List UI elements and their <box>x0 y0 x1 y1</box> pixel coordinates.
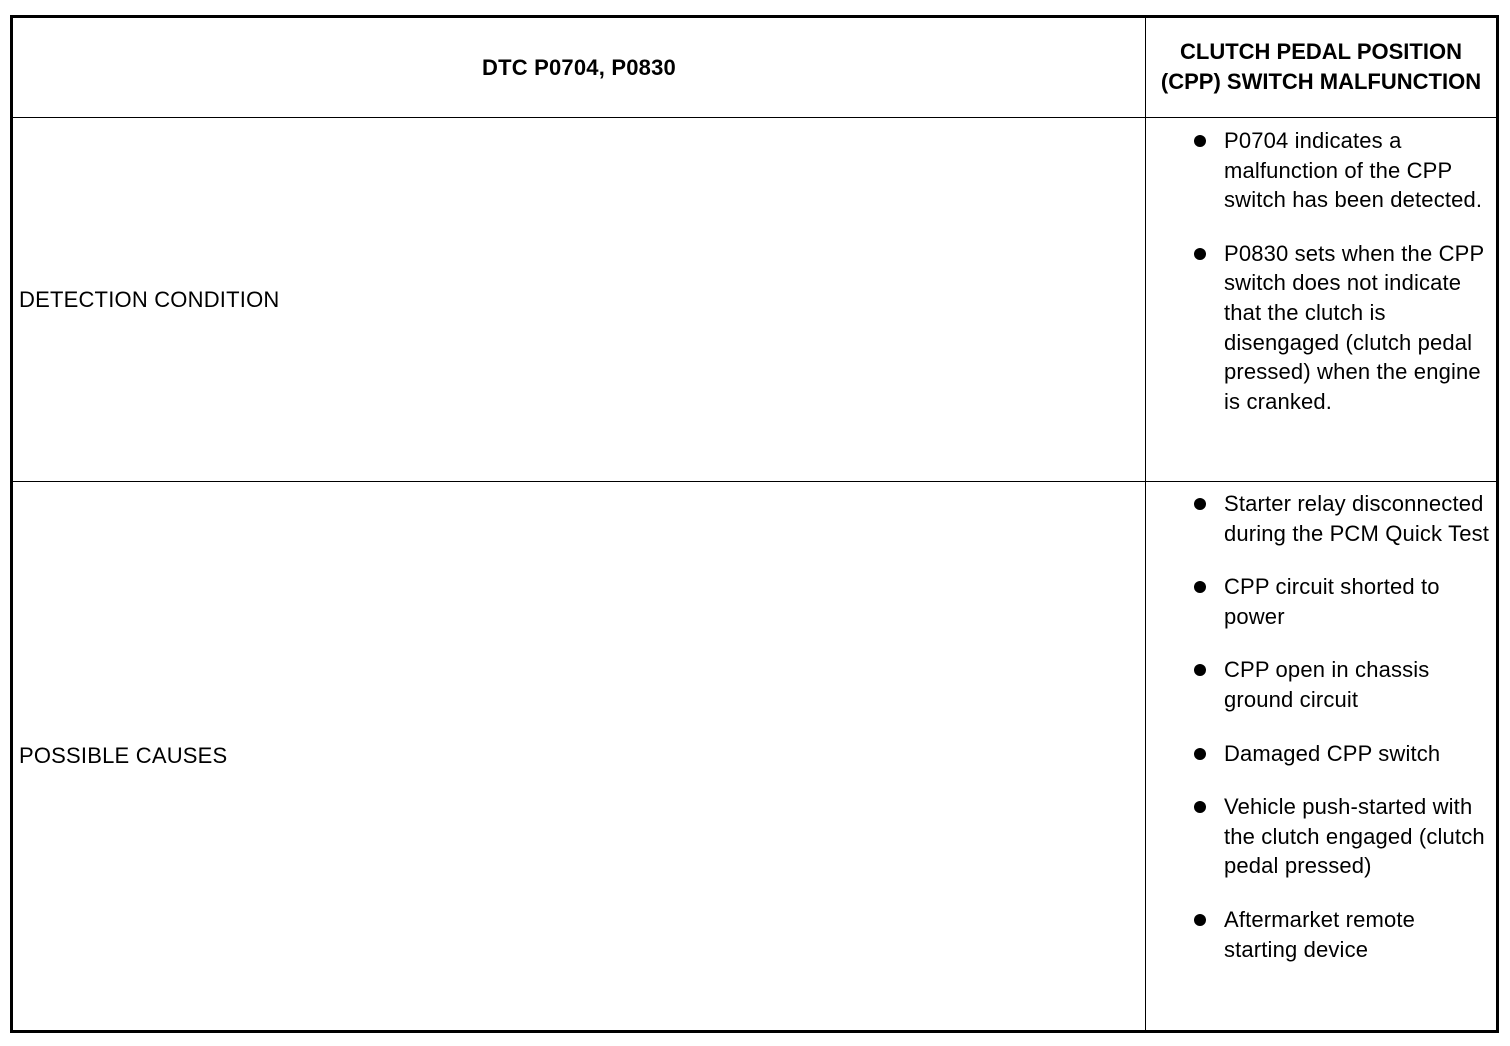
detection-condition-list <box>1146 118 1496 420</box>
bullet-icon <box>1194 664 1206 676</box>
list-item-text: Aftermarket remote starting device <box>1224 906 1415 962</box>
list-item <box>1146 572 1490 631</box>
list-item-text: Vehicle push-started with the clutch engaged (clutch pedal pressed) <box>1224 794 1485 879</box>
bullet-icon <box>1194 914 1206 926</box>
dtc-table <box>10 15 1499 1033</box>
list-item <box>1146 739 1490 769</box>
bullet-icon <box>1194 248 1206 260</box>
detection-condition-cell <box>1146 118 1498 482</box>
possible-causes-cell <box>1146 482 1498 1032</box>
detection-condition-label: DETECTION CONDITION <box>12 118 1146 482</box>
bullet-icon <box>1194 748 1206 760</box>
possible-causes-label: POSSIBLE CAUSES <box>12 482 1146 1032</box>
list-item <box>1146 239 1490 417</box>
list-item <box>1146 792 1490 881</box>
malfunction-title-header: CLUTCH PEDAL POSITION (CPP) SWITCH MALFUNCTION <box>1146 17 1498 118</box>
list-item-text: Starter relay disconnected during the PCM Quick Test <box>1224 491 1490 546</box>
list-item-text: Damaged CPP switch <box>1224 740 1441 766</box>
list-item-text: P0830 sets when the CPP switch does not indicate that the clutch is disengaged (clutch pedal pressed) when the engine is cranked. <box>1224 240 1484 414</box>
bullet-icon <box>1194 135 1206 147</box>
list-item-text: CPP circuit shorted to power <box>1224 574 1440 629</box>
bullet-icon <box>1194 801 1206 813</box>
table-header-row <box>12 17 1498 118</box>
table-row <box>12 482 1498 1032</box>
list-item-text: P0704 indicates a malfunction of the CPP switch has been detected. <box>1224 128 1483 213</box>
bullet-icon <box>1194 498 1206 510</box>
list-item <box>1146 905 1490 964</box>
list-item-text: CPP open in chassis ground circuit <box>1224 657 1430 712</box>
dtc-code-header: DTC P0704, P0830 <box>12 17 1146 118</box>
list-item <box>1146 489 1490 548</box>
list-item <box>1146 126 1490 215</box>
bullet-icon <box>1194 581 1206 593</box>
table-row <box>12 118 1498 482</box>
list-item <box>1146 655 1490 714</box>
possible-causes-list <box>1146 482 1496 968</box>
